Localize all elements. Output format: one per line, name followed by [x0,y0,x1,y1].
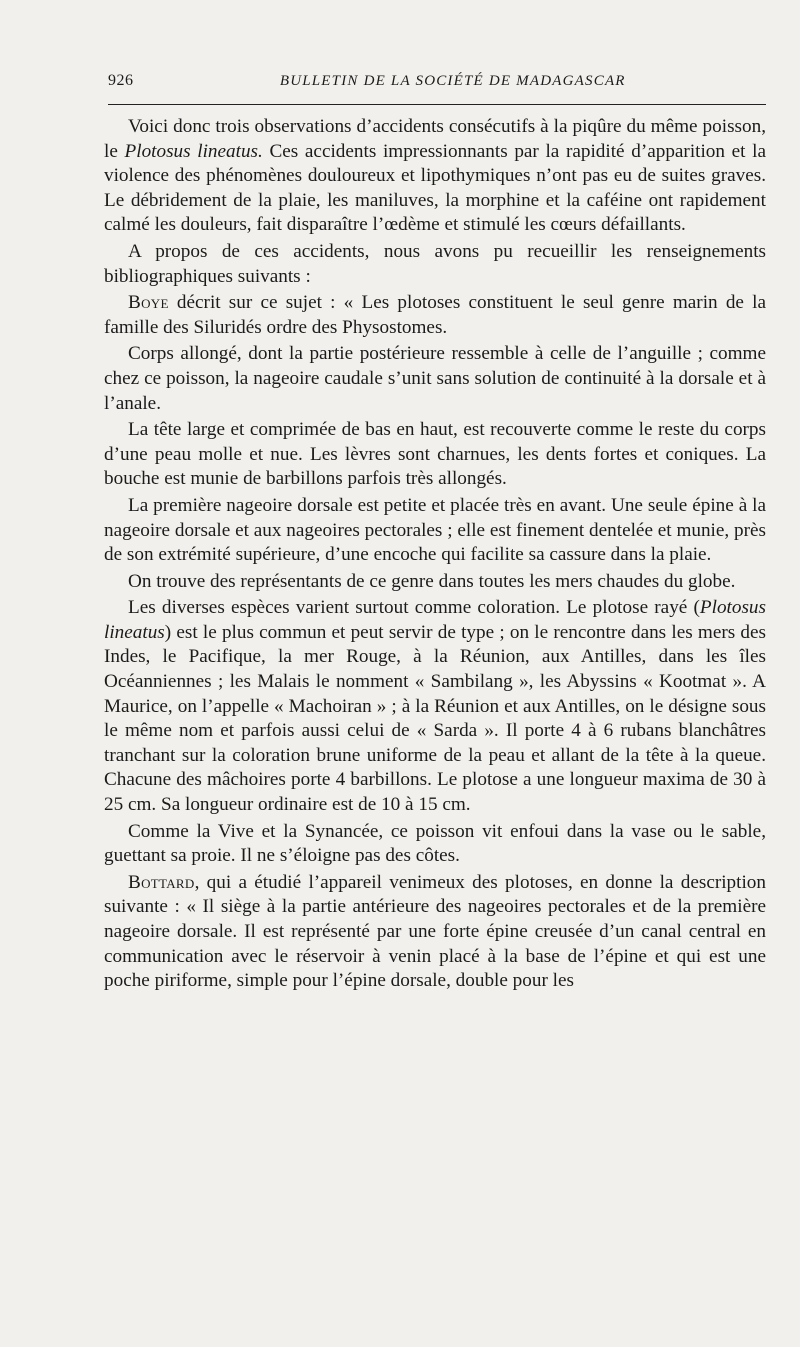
author-name: Boye [128,292,169,314]
paragraph-1 [104,115,766,238]
species-name: Plotosus lineatus [104,597,766,643]
paragraph-3 [104,291,766,340]
paragraph-9: Comme la Vive et la Synancée, ce poisson vit enfoui dans la vase ou le sable, guettant sa proie. Il ne s’éloigne pas des côtes. [104,820,766,867]
paragraph-4: Corps allongé, dont la partie postérieure ressemble à celle de l’anguille ; comme chez ce poisson, la nageoire caudale s’unit sans solution de continuité à la dorsale et à l’anale. [104,343,766,414]
paragraph-3-text: décrit sur ce sujet : « Les plotoses constituent le seul genre marin de la famille des Siluridés ordre des Physostomes. [104,292,766,338]
paragraph-8-text-b: ) est le plus commun et peut servir de type ; on le rencontre dans les mers des Indes, le Pacifique, la mer Rouge, à la Réunion, aux Antilles, dans les îles Océanniennes ; les Malais le nomment « Sambilang », les Abyssins « Kootmat ». A Maurice, on l’appelle « Machoiran » ; à la Réunion et aux Antilles, on le désigne sous le même nom et parfois aussi celui de « Sarda ». Il porte 4 à 6 rubans blanchâtres tranchant sur la coloration brune uniforme de la peau et allant de la tête à la queue. Chacune des mâchoires porte 4 barbillons. Le plotose a une longueur maxima de 30 à 25 cm. Sa longueur ordinaire est de 10 à 15 cm. [104,621,766,816]
paragraph-1-text-a: Voici donc trois observations d’accidents consécutifs à la piqûre du même poisson, le [104,116,766,162]
paragraph-8-text-a: Les diverses espèces varient surtout comme coloration. Le plotose rayé ( [128,597,700,619]
paragraph-5: La tête large et comprimée de bas en haut, est recouverte comme le reste du corps d’une peau molle et nue. Les lèvres sont charnues, les dents fortes et coniques. La bouche est munie de barbillons parfois très allongés. [104,419,766,490]
paragraph-10-text: , qui a étudié l’appareil venimeux des plotoses, en donne la description suivante : « Il siège à la partie antérieure des nageoires pectorales et de la première nageoire dorsale. Il est représenté par une forte épine creusée d’un canal central en communication avec le réservoir à venin placé à la base de l’épine et qui est une poche piriforme, simple pour l’épine dorsale, double pour les [104,871,766,992]
page-number: 926 [108,72,134,89]
paragraph-7: On trouve des représentants de ce genre dans toutes les mers chaudes du globe. [128,570,736,592]
paragraph-10 [104,871,766,994]
header-rule [108,104,766,105]
body-text [104,115,766,996]
paragraph-1-text-b: Ces accidents impressionnants par la rapidité d’apparition et la violence des phénomènes douloureux et lipothymiques n’ont pas eu de suites graves. Le débridement de la plaie, les maniluves, la morphine et la caféine ont rapidement calmé les douleurs, fait disparaître l’œdème et stimulé les cœurs défaillants. [104,140,766,236]
species-name: Plotosus lineatus. [124,140,263,162]
running-title: BULLETIN DE LA SOCIÉTÉ DE MADAGASCAR [279,73,626,89]
page-header [108,72,766,98]
paragraph-6: La première nageoire dorsale est petite et placée très en avant. Une seule épine à la nageoire dorsale et aux nageoires pectorales ; elle est finement dentelée et munie, près de son extrémité supérieure, d’une encoche qui facilite sa cassure dans la plaie. [104,494,766,566]
paragraph-8 [104,596,766,817]
author-name: Bottard [128,871,195,893]
paragraph-2: A propos de ces accidents, nous avons pu recueillir les renseignements bibliographiques suivants : [104,240,766,287]
